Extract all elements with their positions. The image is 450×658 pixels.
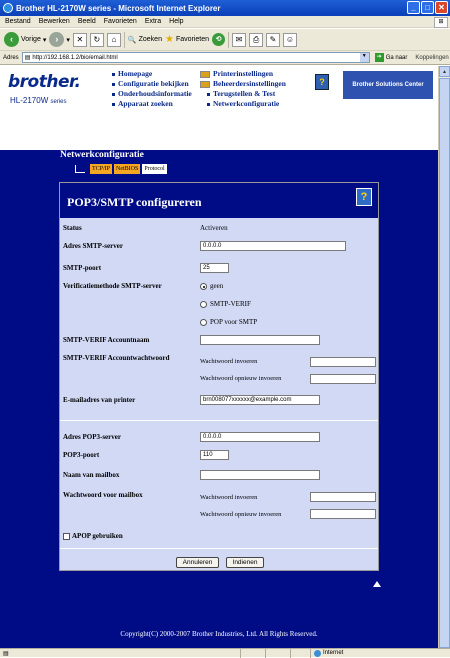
pop3-port-input[interactable]: 110 [200,450,229,460]
refresh-icon[interactable]: ↻ [90,33,104,47]
nav-maintenance-info[interactable]: Onderhoudsinformatie [112,89,192,99]
form-panel [59,182,379,571]
nav-network-config[interactable]: Netwerkconfiguratie [200,99,286,109]
verif-account-label: SMTP-VERIF Accountnaam [63,336,150,344]
page-icon: ▤ [24,55,31,61]
vertical-scrollbar[interactable] [438,66,450,648]
chevron-down-icon[interactable]: ▼ [360,53,369,62]
menu-bestand[interactable]: Bestand [5,18,31,25]
model-name [10,96,67,105]
chevron-down-icon: ▾ [66,36,70,44]
model-suffix: series [50,99,67,105]
ie-icon [3,3,13,13]
windows-flag-icon: ⊞ [434,17,448,28]
menu-help[interactable]: Help [169,18,184,25]
search-label: Zoeken [138,36,162,43]
toolbar-separator [228,32,229,48]
forward-arrow-icon: › [49,32,64,47]
toolbar-separator [124,32,125,48]
cancel-button[interactable]: Annuleren [176,557,219,568]
mailbox-pw-input[interactable] [310,492,376,502]
globe-icon [314,650,321,657]
brother-header [0,66,438,150]
nav-homepage[interactable]: Homepage [112,69,192,79]
auth-pop-before-smtp-label: POP voor SMTP [210,318,258,326]
nav-reset-test[interactable]: Terugstellen & Test [200,89,286,99]
form-header [60,183,378,218]
maximize-button[interactable]: □ [421,1,434,14]
scroll-thumb[interactable] [439,78,450,648]
nav-printer-settings[interactable]: Printerinstellingen [200,69,286,79]
window-titlebar [0,0,450,16]
back-label: Vorige [21,36,41,43]
email-label: E-mailadres van printer [63,396,136,404]
auth-none-label: geen [210,282,224,290]
print-icon[interactable]: ⎙ [249,33,263,47]
back-to-top-icon[interactable] [373,581,381,587]
menu-beeld[interactable]: Beeld [77,18,96,25]
mailbox-name-label: Naam van mailbox [63,471,120,479]
admin-icon [200,81,210,88]
nav-left [112,69,192,109]
tab-tcpip[interactable]: TCP/IP [92,166,111,172]
verif-account-input[interactable] [200,335,320,345]
history-icon[interactable]: ⟲ [212,33,225,46]
auth-method-label: Verificatiemethode SMTP-server [63,282,162,290]
go-arrow-icon[interactable]: ➔ [376,54,382,60]
nav-right [200,69,286,109]
pop3-server-input[interactable]: 0.0.0.0 [200,432,320,442]
smtp-server-input[interactable]: 0.0.0.0 [200,241,346,251]
help-icon[interactable]: ? [356,188,372,206]
tab-netbios[interactable]: NetBIOS [116,166,139,172]
address-url: http://192.168.1.2/bio/email.html [32,54,118,61]
section-title: Netwerkconfiguratie [60,150,144,160]
nav-admin-settings[interactable]: Beheerdersinstellingen [200,79,286,89]
auth-none-radio[interactable] [200,283,207,290]
page-title: POP3/SMTP configureren [67,195,202,209]
page-done-icon: ▤ [3,650,9,657]
tree-connector [75,165,85,173]
back-arrow-icon: ‹ [4,32,19,47]
edit-icon[interactable]: ✎ [266,33,280,47]
search-icon: 🔍 [127,36,137,44]
status-value: Activeren [200,224,228,232]
apop-checkbox[interactable] [63,533,70,540]
verif-password-label: SMTP-VERIF Accountwachtwoord [63,354,170,362]
sub-tabs [75,164,167,174]
address-label: Adres [3,54,19,61]
status-bar [0,648,450,657]
links-label[interactable]: Koppelingen [415,54,449,61]
brother-logo: brother. [8,72,81,92]
nav-view-config[interactable]: Configuratie bekijken [112,79,192,89]
minimize-button[interactable]: _ [407,1,420,14]
browser-toolbar [0,29,450,51]
mailbox-pw-confirm-input[interactable] [310,509,376,519]
home-icon[interactable]: ⌂ [107,33,121,47]
apop-label: APOP gebruiken [72,532,123,540]
auth-smtp-verif-label: SMTP-VERIF [210,300,251,308]
verif-pw-input[interactable] [310,357,376,367]
forward-button[interactable] [49,32,70,47]
smtp-server-label: Adres SMTP-server [63,242,123,250]
solutions-center-button[interactable]: Brother Solutions Center [343,71,433,99]
favorites-button[interactable] [165,34,209,45]
menu-extra[interactable]: Extra [144,18,162,25]
menu-favorieten[interactable]: Favorieten [103,18,137,25]
window-title: Brother HL-2170W series - Microsoft Internet Explorer [16,3,221,13]
tab-protocol[interactable]: Protocol [144,166,165,172]
status-segment [290,649,291,658]
mailbox-pw-enter-label: Wachtwoord invoeren [200,494,258,501]
verif-pw-reenter-label: Wachtwoord opnieuw invoeren [200,375,282,382]
star-icon: ★ [164,34,174,45]
copyright-text: Copyright(C) 2000-2007 Brother Industries, Ltd. All Rights Reserved. [120,630,318,638]
auth-pop-before-smtp-radio[interactable] [200,319,207,326]
status-label: Status [63,224,82,232]
divider [60,548,378,549]
address-input[interactable] [22,52,370,63]
scroll-up-icon[interactable]: ▲ [439,66,450,77]
help-book-icon[interactable]: ? [315,74,329,90]
submit-button[interactable]: Indienen [226,557,264,568]
smtp-port-label: SMTP-poort [63,264,102,272]
messenger-icon[interactable]: ☺ [283,33,297,47]
zone-segment [310,649,343,658]
address-bar [0,51,450,65]
divider [60,420,378,421]
model-number: HL-2170W [10,96,49,105]
stop-icon[interactable]: ✕ [73,33,87,47]
verif-pw-confirm-input[interactable] [310,374,376,384]
status-segment [265,649,266,658]
mailbox-password-label: Wachtwoord voor mailbox [63,491,143,499]
settings-icon [200,71,210,78]
smtp-port-input[interactable]: 25 [200,263,229,273]
mailbox-pw-reenter-label: Wachtwoord opnieuw invoeren [200,511,282,518]
mailbox-name-input[interactable] [200,470,320,480]
favorites-label: Favorieten [175,36,210,43]
back-button[interactable] [4,32,46,47]
auth-smtp-verif-radio[interactable] [200,301,207,308]
mail-icon[interactable]: ✉ [232,33,246,47]
menu-bar [0,16,450,28]
nav-find-device[interactable]: Apparaat zoeken [112,99,192,109]
pop3-port-label: POP3-poort [63,451,100,459]
verif-pw-enter-label: Wachtwoord invoeren [200,358,258,365]
status-segment [240,649,241,658]
menu-bewerken[interactable]: Bewerken [38,18,70,25]
zone-label: Internet [323,650,344,656]
close-button[interactable]: ✕ [435,1,448,14]
email-input[interactable]: brn008077xxxxxx@example.com [200,395,320,405]
search-button[interactable] [128,36,162,44]
go-button[interactable]: Ga naar [385,54,408,61]
chevron-down-icon: ▾ [42,36,47,44]
pop3-server-label: Adres POP3-server [63,433,121,441]
